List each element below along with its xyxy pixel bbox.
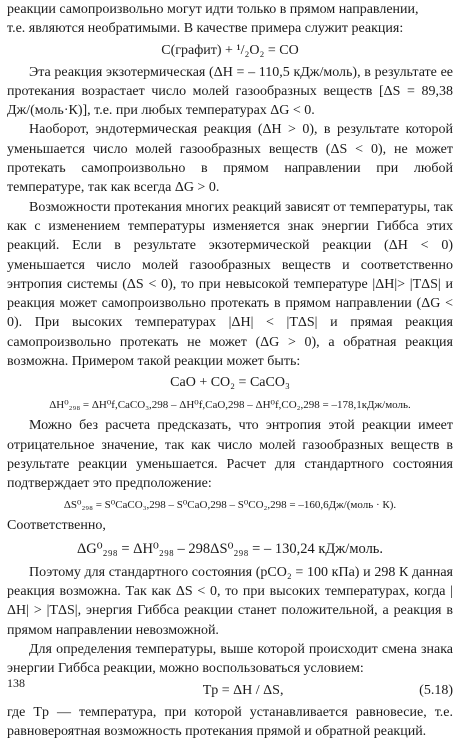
paragraph: Для определения температуры, выше которой происходит смена знака энергии Гиббса реакции, можно воспользоваться условием: bbox=[7, 642, 453, 677]
equation-temperature bbox=[7, 681, 453, 701]
paragraph: где Tр — температура, при которой устанавливается равновесие, т.е. равновероятная возможность протекания прямой и обратной реакций. bbox=[7, 704, 453, 739]
equation-gibbs: ΔG⁰₂₉₈ = ΔH⁰₂₉₈ – 298ΔS⁰₂₉₈ = – 130,24 кДж/моль. bbox=[76, 540, 384, 557]
paragraph: Поэтому для стандартного состояния (pCO₂ = 100 кПа) и 298 К данная реакция возможна. Так как ΔS < 0, то при высоких температурах, когда |ΔH| > |TΔS|, энергия Гиббса реакции станет положительной, а реакция в прямом направлении невозможной. bbox=[7, 564, 453, 638]
text-line: реакции самопроизвольно могут идти только в прямом направлении, bbox=[7, 2, 419, 17]
equation-reaction-co: C(графит) + ¹/₂O₂ = CO bbox=[161, 42, 299, 58]
equation-temperature-formula: Tр = ΔH / ΔS, bbox=[202, 682, 284, 698]
paragraph: Наоборот, эндотермическая реакция (ΔH > 0), в результате которой уменьшается число молей газообразных веществ (ΔS < 0), не может протекать самопроизвольно в прямом направлении при любой температуре, так как всегда ΔG > 0. bbox=[7, 122, 453, 196]
paragraph: Возможности протекания многих реакций зависят от температуры, так как с изменением температуры изменяется знак энергии Гиббса этих реакций. Если в результате экзотермической реакции (ΔH < 0) уменьшается число молей газообразных веществ и соответственно энтропия системы (ΔS < 0), то при невысокой температуре |ΔH|> |TΔS| и реакция может самопроизвольно протекать в прямом направлении (ΔG < 0). При высоких температурах |ΔH| < |TΔS| и прямая реакция самопроизвольно протекать не может (ΔG > 0), а обратная реакция возможна. Примером такой реакции может быть: bbox=[7, 199, 453, 370]
equation-reaction-caco3: CaO + CO₂ = CaCO₃ bbox=[170, 375, 290, 391]
equation-enthalpy: ΔH⁰₂₉₈ = ΔH⁰f,CaCO₃,298 – ΔH⁰f,CaO,298 – ΔH⁰f,CO₂,298 = –178,1кДж/моль. bbox=[49, 399, 411, 412]
paragraph: Эта реакция экзотермическая (ΔH = – 110,5 кДж/моль), в результате ее протекания возрастает число молей газообразных веществ [ΔS = 89,38 Дж/(моль·К)], т.е. при любых температурах ΔG < 0. bbox=[7, 64, 453, 119]
paragraph: Можно без расчета предсказать, что энтропия этой реакции имеет отрицательное значение, так как число молей газообразных веществ в результате реакции уменьшается. Расчет для стандартного состояния подтверждает это предположение: bbox=[7, 418, 453, 492]
equation-number: (5.18) bbox=[419, 682, 453, 698]
page-number: 138 bbox=[7, 676, 25, 690]
text-line: т.е. являются необратимыми. В качестве примера служит реакция: bbox=[7, 21, 404, 37]
equation-entropy: ΔS⁰₂₉₈ = S⁰CaCO₃,298 – S⁰CaO,298 – S⁰CO₂,298 = –160,6Дж/(моль · К). bbox=[63, 498, 397, 511]
paragraph: Соответственно, bbox=[7, 517, 106, 533]
page bbox=[7, 0, 453, 739]
